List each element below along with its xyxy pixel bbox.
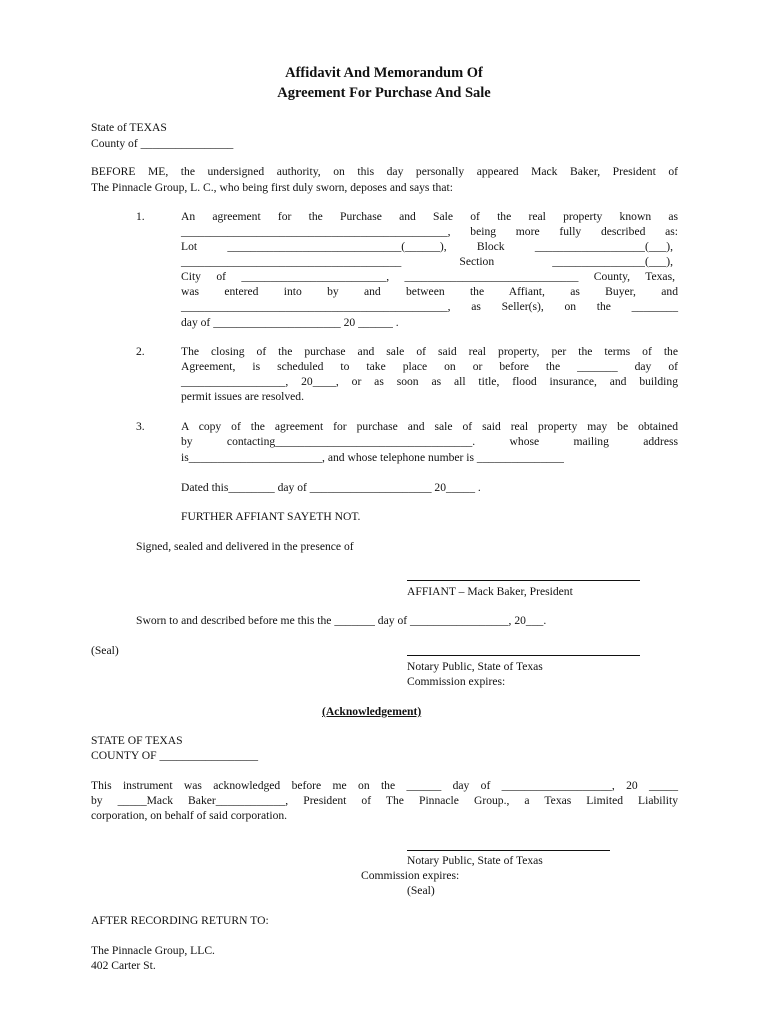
dated-line: Dated this________ day of _____________________ 20_____ . — [181, 481, 481, 494]
sworn-line: Sworn to and described before me this the _______ day of _________________, 20___. — [136, 614, 547, 627]
item3-line2: by contacting__________________________________. whose mailing address — [181, 435, 678, 448]
notary1-line1: Notary Public, State of Texas — [407, 660, 543, 673]
document-title-line1: Affidavit And Memorandum Of — [285, 65, 483, 81]
state-line: State of TEXAS — [91, 121, 167, 134]
item1-line8: day of ______________________ 20 ______ . — [181, 316, 399, 329]
item2-line2: Agreement, is scheduled to take place on or before the _______ day of — [181, 360, 678, 373]
item1-line2: ______________________________________________, being more fully described as: — [181, 225, 678, 238]
item1-line1: An agreement for the Purchase and Sale of the real property known as — [181, 210, 678, 223]
item1-line6: was entered into by and between the Affiant, as Buyer, and — [181, 285, 678, 298]
ack-state-line: STATE OF TEXAS — [91, 734, 183, 747]
item3-line3: is_______________________, and whose telephone number is _______________ — [181, 451, 564, 464]
ack-line3: corporation, on behalf of said corporation. — [91, 809, 288, 822]
seal-label-1: (Seal) — [91, 644, 119, 657]
ack-line1: This instrument was acknowledged before me on the ______ day of ___________________, 20 _____ — [91, 779, 678, 792]
ack-line2: by _____Mack Baker____________, President of The Pinnacle Group., a Texas Limited Liability — [91, 794, 678, 807]
item3-number: 3. — [136, 420, 145, 433]
seal-label-2: (Seal) — [407, 884, 435, 897]
notary2-signature-line — [407, 850, 610, 851]
intro-line1: BEFORE ME, the undersigned authority, on this day personally appeared Mack Baker, President of — [91, 165, 678, 178]
ack-county-line: COUNTY OF _________________ — [91, 749, 259, 762]
return-heading: AFTER RECORDING RETURN TO: — [91, 914, 269, 927]
item2-number: 2. — [136, 345, 145, 358]
signed-in-presence-line: Signed, sealed and delivered in the presence of — [136, 540, 354, 553]
document-title-line2: Agreement For Purchase And Sale — [277, 85, 491, 101]
item1-line5: City of _________________________, ______________________________ County, Texas, — [181, 270, 675, 283]
affiant-signature-line — [407, 580, 640, 581]
item1-line4: ______________________________________ Section ________________(___), — [181, 255, 673, 268]
further-affiant-line: FURTHER AFFIANT SAYETH NOT. — [181, 510, 361, 523]
item2-line1: The closing of the purchase and sale of said real property, per the terms of the — [181, 345, 678, 358]
item2-line3: __________________, 20____, or as soon as all title, flood insurance, and building — [181, 375, 678, 388]
intro-line2: The Pinnacle Group, L. C., who being first duly sworn, deposes and says that: — [91, 181, 453, 194]
item1-line7: ______________________________________________, as Seller(s), on the ________ — [181, 300, 678, 313]
item2-line4: permit issues are resolved. — [181, 390, 304, 403]
notary2-line2: Commission expires: — [361, 869, 460, 882]
notary2-line1: Notary Public, State of Texas — [407, 854, 543, 867]
acknowledgement-heading: (Acknowledgement) — [322, 705, 422, 718]
return-name: The Pinnacle Group, LLC. — [91, 944, 215, 957]
affiant-caption: AFFIANT – Mack Baker, President — [407, 585, 573, 598]
notary1-signature-line — [407, 655, 640, 656]
item1-line3: Lot ______________________________(______), Block ___________________(___), — [181, 240, 673, 253]
notary1-line2: Commission expires: — [407, 675, 506, 688]
return-address: 402 Carter St. — [91, 959, 156, 972]
item1-number: 1. — [136, 210, 145, 223]
county-line: County of ________________ — [91, 137, 234, 150]
item3-line1: A copy of the agreement for purchase and sale of said real property may be obtained — [181, 420, 678, 433]
